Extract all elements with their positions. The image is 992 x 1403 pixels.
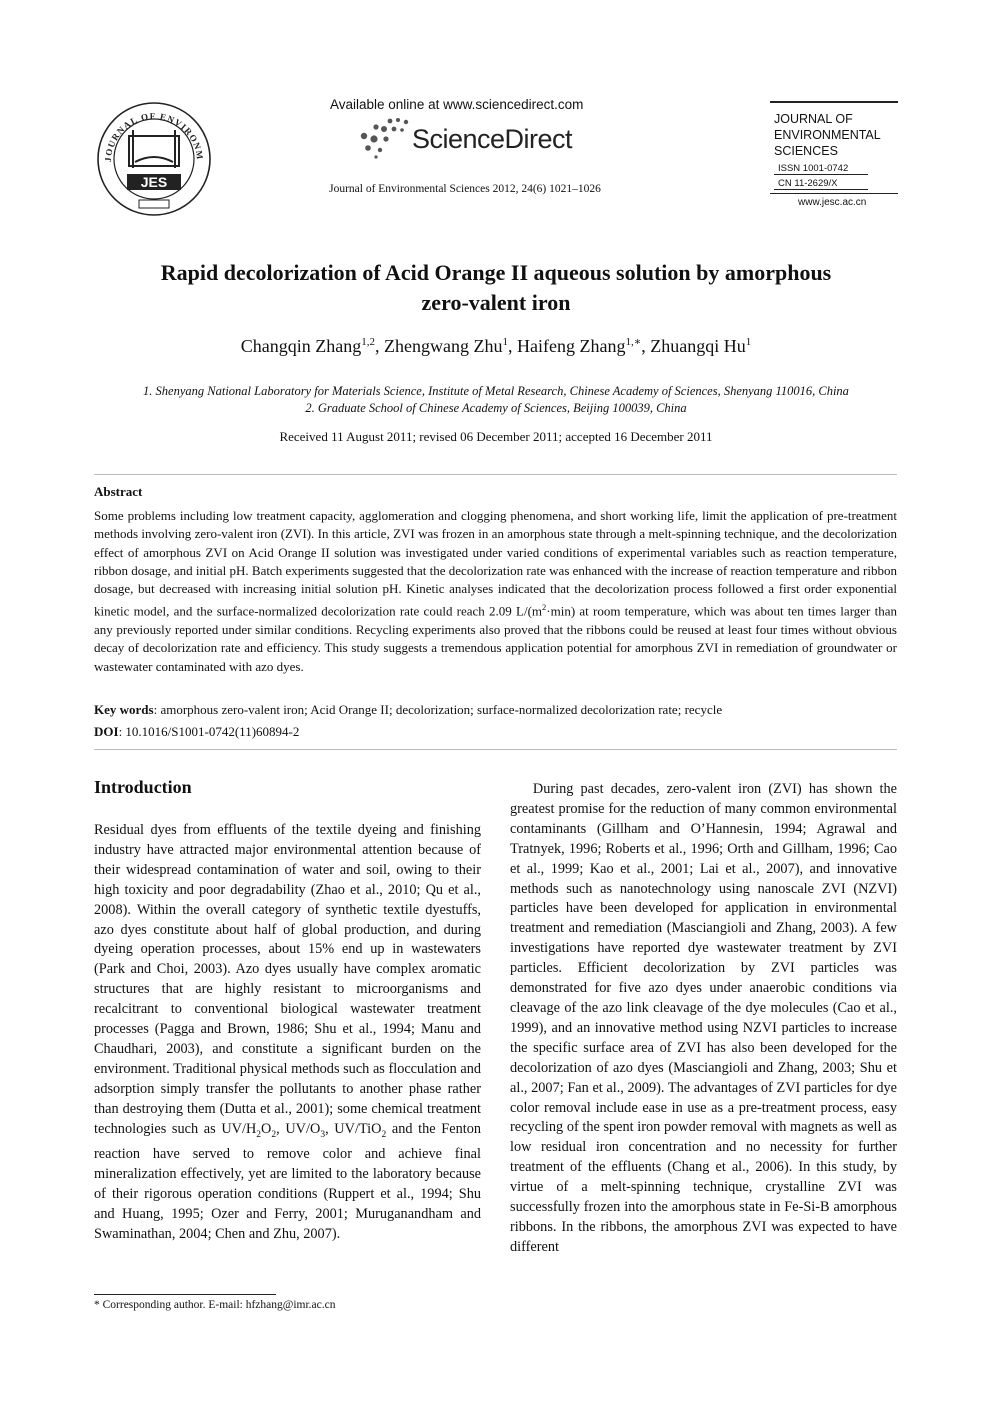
keywords-text: : amorphous zero-valent iron; Acid Orange II; decolorization; surface-normalized decolorization rate; recycle: [153, 702, 723, 717]
paragraph-text: , UV/O: [276, 1120, 321, 1137]
footnote-divider: [94, 1294, 276, 1295]
abstract-text: [94, 507, 897, 676]
divider: [774, 174, 868, 175]
available-online-text: Available online at www.sciencedirect.com: [330, 97, 584, 112]
doi: [94, 724, 897, 740]
abstract-heading: Abstract: [94, 484, 143, 499]
affiliation-2: 2. Graduate School of Chinese Academy of Sciences, Beijing 100039, China: [305, 401, 687, 415]
keywords-label: Key words: [94, 702, 154, 717]
divider: [770, 193, 898, 194]
doi-link[interactable]: : 10.1016/S1001-0742(11)60894-2: [118, 724, 300, 739]
journal-logo: [93, 100, 215, 218]
doi-label: DOI: [94, 724, 119, 739]
affiliations: [100, 383, 892, 417]
author-list: [100, 335, 892, 357]
affiliation-marker: 1: [745, 336, 752, 348]
abstract-text-part: ·min) at room temperature, which was about ten times larger than any previously reported under similar conditions. Recycling experiments also proved that the ribbons could be reused at least four times without obvious decay of decolorization rate and efficiency. This study suggests a tremendous application potential for amorphous ZVI in remediation of groundwater or wastewater contaminated with azo dyes.: [94, 603, 897, 674]
journal-reference: Journal of Environmental Sciences 2012, 24(6) 1021–1026: [329, 183, 601, 195]
received-dates: Received 11 August 2011; revised 06 December 2011; accepted 16 December 2011: [279, 429, 713, 444]
journal-name-line: SCIENCES: [774, 144, 838, 158]
subscript: 2: [256, 1129, 262, 1140]
affiliation-marker: 1,2: [361, 336, 376, 348]
sciencedirect-name: ScienceDirect: [412, 124, 573, 154]
article-title: [100, 258, 892, 318]
superscript: 2: [542, 602, 547, 613]
issn-number: ISSN 1001-0742: [778, 163, 849, 174]
paragraph-text: Residual dyes from effluents of the textile dyeing and finishing industry have attracted major environmental attention because of their widespread contamination of water and soil, owing to their high toxicity and poor degradability (Zhao et al., 2010; Qu et al., 2008). Within the overall category of synthetic textile dyestuffs, azo dyes constitute about half of global production, and during dyeing operation processes, about 15% end up in wastewaters (Park and Choi, 2003). Azo dyes usually have complex aromatic structures that are highly resistant to microorganisms and recalcitrant to conventional biological wastewater treatment processes (Pagga and Brown, 1986; Shu et al., 1994; Manu and Chaudhari, 2003), and constitute a significant burden on the environment. Traditional physical methods such as flocculation and adsorption simply transfer the pollutants to another phase rather than destroying them (Dutta et al., 2001); some chemical treatment technologies such as UV/H: [94, 822, 481, 1137]
affiliation-1: 1. Shenyang National Laboratory for Materials Science, Institute of Metal Research, Chinese Academy of Sciences, Shenyang 110016, China: [143, 384, 849, 398]
subscript: 3: [320, 1129, 326, 1140]
author-name[interactable]: Zhuangqi Hu: [650, 336, 746, 356]
body-column-left: [94, 821, 481, 1245]
affiliation-marker: 1,∗: [625, 336, 642, 348]
divider: [774, 189, 868, 190]
separator: ,: [641, 336, 651, 356]
keywords: [94, 702, 897, 718]
svg-text:JES: JES: [140, 174, 168, 190]
author-name[interactable]: Changqin Zhang: [240, 336, 362, 356]
svg-text:JOURNAL OF ENVIRONMENTAL SCIEN: JOURNAL OF ENVIRONM: [102, 110, 206, 163]
subscript: 2: [271, 1129, 277, 1140]
separator: ,: [508, 336, 517, 356]
divider: [770, 101, 898, 103]
divider: [94, 749, 897, 750]
subscript: 2: [381, 1129, 387, 1140]
journal-website-link[interactable]: www.jesc.ac.cn: [798, 197, 867, 208]
journal-name: [774, 111, 881, 159]
paragraph-text: O: [261, 1120, 272, 1137]
separator: ,: [375, 336, 385, 356]
footnote: * Corresponding author. E-mail: hfzhang@imr.ac.cn: [94, 1299, 336, 1311]
abstract-text-part: Some problems including low treatment capacity, agglomeration and clogging phenomena, and short working life, limit the application of pre-treatment methods involving zero-valent iron (ZVI). In this article, ZVI was frozen in an amorphous state through a melt-spinning technique, and the decolorization effect of amorphous ZVI on Acid Orange II solution was investigated under varied conditions of experimental variables such as reaction temperature, ribbon dosage, and initial pH. Batch experiments suggested that the decolorization rate was enhanced with the increase of reaction temperature and ribbon dosage, but decreased with increasing initial solution pH. Kinetic analyses indicated that the decolorization process followed a first order exponential kinetic model, and the surface-normalized decolorization rate could reach 2.09 L/(m: [94, 508, 897, 619]
divider: [94, 474, 897, 475]
sciencedirect-dots-icon: [356, 117, 412, 159]
paragraph-text: , UV/TiO: [325, 1120, 382, 1137]
body-column-right: During past decades, zero-valent iron (ZVI) has shown the greatest promise for the reduction of many common environmental contaminants (Gillham and O’Hannesin, 1994; Agrawal and Tratnyek, 1996; Roberts et al., 1996; Orth and Gillham, 1996; Cao et al., 1999; Kao et al., 2001; Lai et al., 2007), and innovative methods such as nanotechnology using nanoscale ZVI (NZVI) particles have been developed for application in environmental treatment and remediation (Masciangioli and Zhang, 2003). A few investigations have reported dye wastewater treatment by ZVI particles. Efficient decolorization by ZVI particles was demonstrated for five azo dyes under anaerobic conditions via cleavage of the azo link cleavage of the dye molecules (Cao et al., 1999), and an innovative method using NZVI particles to increase the specific surface area of ZVI has also been developed for the decolorization of azo dyes (Masciangioli and Zhang, 2003; Shu et al., 2007; Fan et al., 2009). The advantages of ZVI particles for dye color removal include ease in use as a pre-treatment process, easy recycling of the spent iron powder removal with magnets as well as low residual iron concentration and no necessity for further treatment of the effluents (Chang et al., 2006). In this study, by virtue of a melt-spinning technique, crystalline ZVI was successfully frozen into the amorphous state in Fe-Si-B amorphous ribbons. In the ribbons, the amorphous ZVI was expected to have different: [510, 781, 897, 1255]
sciencedirect-logo[interactable]: [356, 117, 596, 159]
title-line: zero-valent iron: [421, 290, 571, 315]
journal-name-line: ENVIRONMENTAL: [774, 128, 881, 142]
affiliation-marker: 1: [502, 336, 508, 348]
author-name[interactable]: Zhengwang Zhu: [384, 336, 503, 356]
title-line: Rapid decolorization of Acid Orange II aqueous solution by amorphous: [160, 260, 832, 285]
paragraph-text: and the Fenton reaction have served to remove color and achieve final mineralization effectively, yet are limited to the laboratory because of their rigorous operation conditions (Ruppert et al., 1994; Shu and Huang, 1995; Ozer and Ferry, 2001; Muruganandham and Swaminathan, 2004; Chen and Zhu, 2007).: [94, 1120, 481, 1242]
author-name[interactable]: Haifeng Zhang: [517, 336, 626, 356]
introduction-heading: Introduction: [94, 777, 192, 797]
cn-number: CN 11-2629/X: [778, 178, 838, 189]
journal-name-line: JOURNAL OF: [774, 112, 853, 126]
